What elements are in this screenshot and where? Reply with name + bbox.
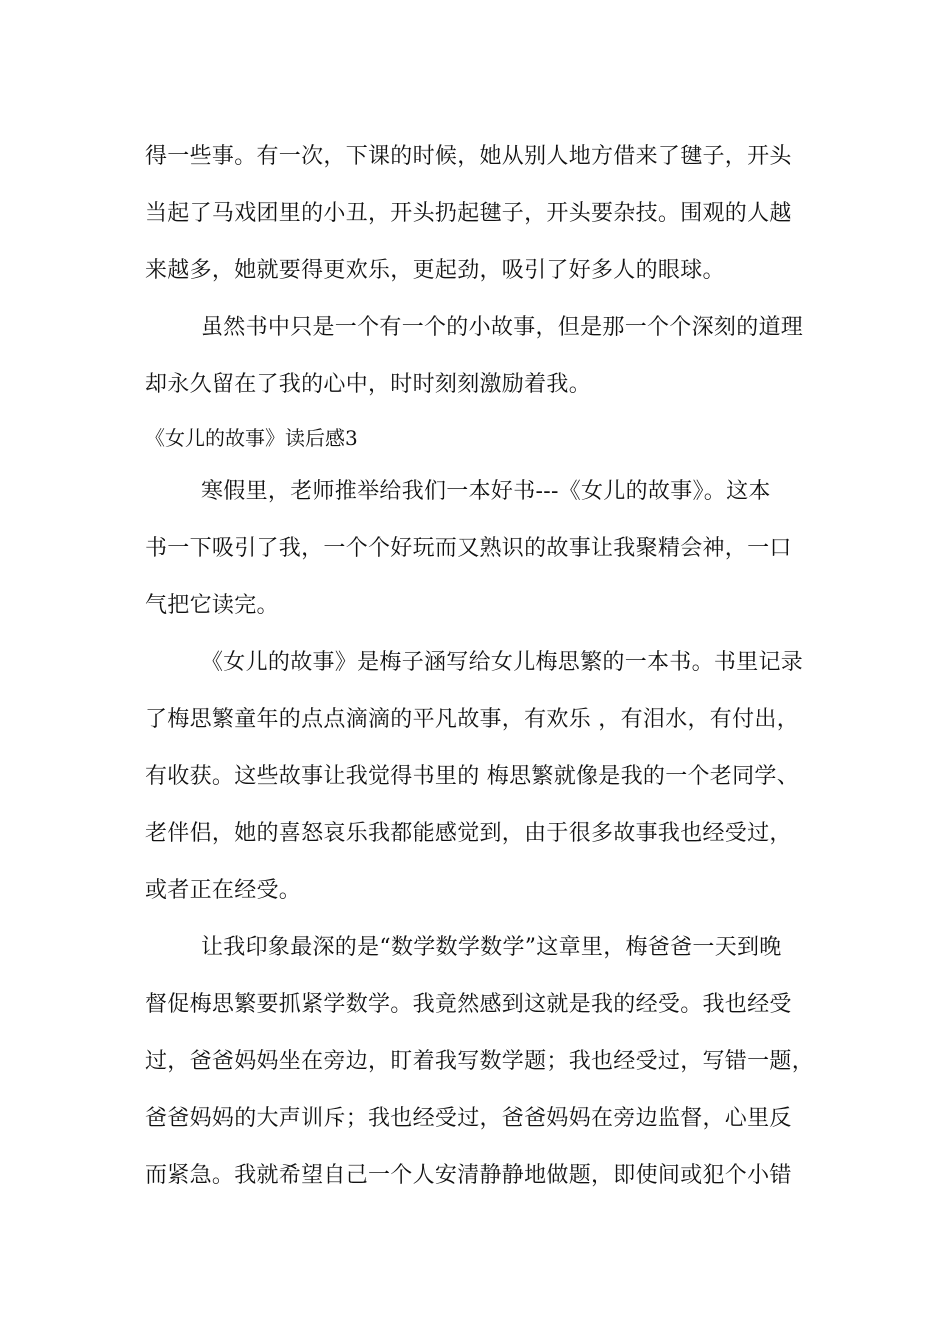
text-line: 而紧急。我就希望自己一个人安清静静地做题，即使间或犯个小错 <box>145 1163 792 1188</box>
text-line: 让我印象最深的是“数学数学数学”这章里，梅爸爸一天到晚 <box>201 935 782 960</box>
text-line: 或者正在经受。 <box>145 878 302 903</box>
text-line: 有收获。这些故事让我觉得书里的 梅思繁就像是我的一个老同学、 <box>145 764 799 789</box>
text-line: 督促梅思繁要抓紧学数学。我竟然感到这就是我的经受。我也经受 <box>145 992 792 1017</box>
text-line: 《女儿的故事》是梅子涵写给女儿梅思繁的一本书。书里记录 <box>201 650 804 675</box>
text-line: 虽然书中只是一个有一个的小故事，但是那一个个深刻的道理 <box>201 315 804 340</box>
text-line: 寒假里，老师推举给我们一本好书---《女儿的故事》。这本 <box>201 479 771 504</box>
text-line: 气把它读完。 <box>145 593 279 618</box>
text-line: 爸爸妈妈的大声训斥；我也经受过，爸爸妈妈在旁边监督，心里反 <box>145 1106 792 1131</box>
paragraph <box>145 463 825 634</box>
paragraph <box>145 128 825 299</box>
paragraph <box>145 299 825 413</box>
text-line: 过，爸爸妈妈坐在旁边，盯着我写数学题；我也经受过，写错一题， <box>145 1049 815 1074</box>
text-line: 得一些事。有一次，下课的时候，她从别人地方借来了毽子，开头 <box>145 144 792 169</box>
text-line: 老伴侣，她的喜怒哀乐我都能感觉到，由于很多故事我也经受过， <box>145 821 792 846</box>
text-line: 了梅思繁童年的点点滴滴的平凡故事，有欢乐 ，有泪水，有付出， <box>145 707 799 732</box>
text-line: 来越多，她就要得更欢乐，更起劲，吸引了好多人的眼球。 <box>145 258 725 283</box>
text-line: 却永久留在了我的心中，时时刻刻激励着我。 <box>145 372 592 397</box>
document-body <box>145 128 825 1204</box>
paragraph <box>145 634 825 919</box>
paragraph <box>145 919 825 1204</box>
text-line: 书一下吸引了我，一个个好玩而又熟识的故事让我聚精会神，一口 <box>145 536 792 561</box>
section-heading: 《女儿的故事》读后感3 <box>145 426 358 450</box>
text-line: 当起了马戏团里的小丑，开头扔起毽子，开头要杂技。围观的人越 <box>145 201 792 226</box>
